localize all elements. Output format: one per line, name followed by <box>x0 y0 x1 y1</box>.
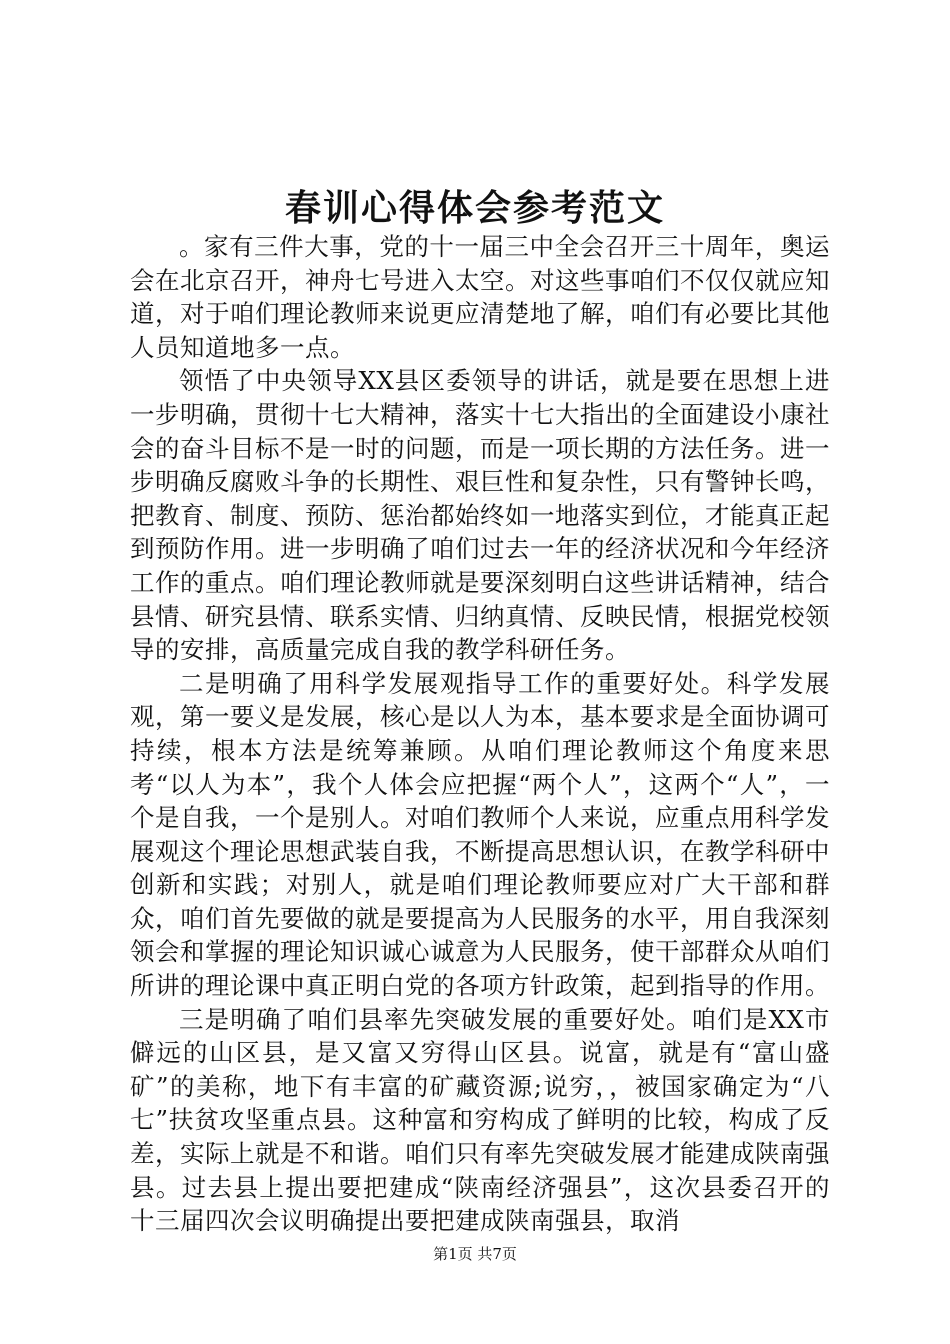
paragraph: 二是明确了用科学发展观指导工作的重要好处。科学发展观，第一要义是发展，核心是以人为本，基本要求是全面协调可持续，根本方法是统筹兼顾。从咱们理论教师这个角度来思考“以人为本”，我个人体会应把握“两个人”，这两个“人”，一个是自我，一个是别人。对咱们教师个人来说，应重点用科学发展观这个理论思想武装自我，不断提高思想认识，在教学科研中创新和实践；对别人，就是咱们理论教师要应对广大干部和群众，咱们首先要做的就是要提高为人民服务的水平，用自我深刻领会和掌握的理论知识诚心诚意为人民服务，使干部群众从咱们所讲的理论课中真正明白党的各项方针政策，起到指导的作用。 <box>130 668 830 1001</box>
paragraph: 领悟了中央领导XX县区委领导的讲话，就是要在思想上进一步明确，贯彻十七大精神，落实十七大指出的全面建设小康社会的奋斗目标不是一时的问题，而是一项长期的方法任务。进一步明确反腐败斗争的长期性、艰巨性和复杂性，只有警钟长鸣，把教育、制度、预防、惩治都始终如一地落实到位，才能真正起到预防作用。进一步明确了咱们过去一年的经济状况和今年经济工作的重点。咱们理论教师就是要深刻明白这些讲话精神，结合县情、研究县情、联系实情、归纳真情、反映民情，根据党校领导的安排，高质量完成自我的教学科研任务。 <box>130 366 830 665</box>
document-title: 春训心得体会参考范文 <box>284 187 665 229</box>
paragraph: 三是明确了咱们县率先突破发展的重要好处。咱们是XX市僻远的山区县，是又富又穷得山区县。说富，就是有“富山盛矿”的美称，地下有丰富的矿藏资源;说穷，，被国家确定为“八七”扶贫攻坚重点县。这种富和穷构成了鲜明的比较，构成了反差，实际上就是不和谐。咱们只有率先突破发展才能建成陕南强县。过去县上提出要把建成“陕南经济强县”，这次县委召开的十三届四次会议明确提出要把建成陕南强县，取消 <box>130 1004 830 1236</box>
document-body <box>130 230 830 1238</box>
paragraph: 。家有三件大事，党的十一届三中全会召开三十周年，奥运会在北京召开，神舟七号进入太空。对这些事咱们不仅仅就应知道，对于咱们理论教师来说更应清楚地了解，咱们有必要比其他人员知道地多一点。 <box>130 232 830 362</box>
page-number-footer: 第1页 共7页 <box>433 1245 517 1263</box>
